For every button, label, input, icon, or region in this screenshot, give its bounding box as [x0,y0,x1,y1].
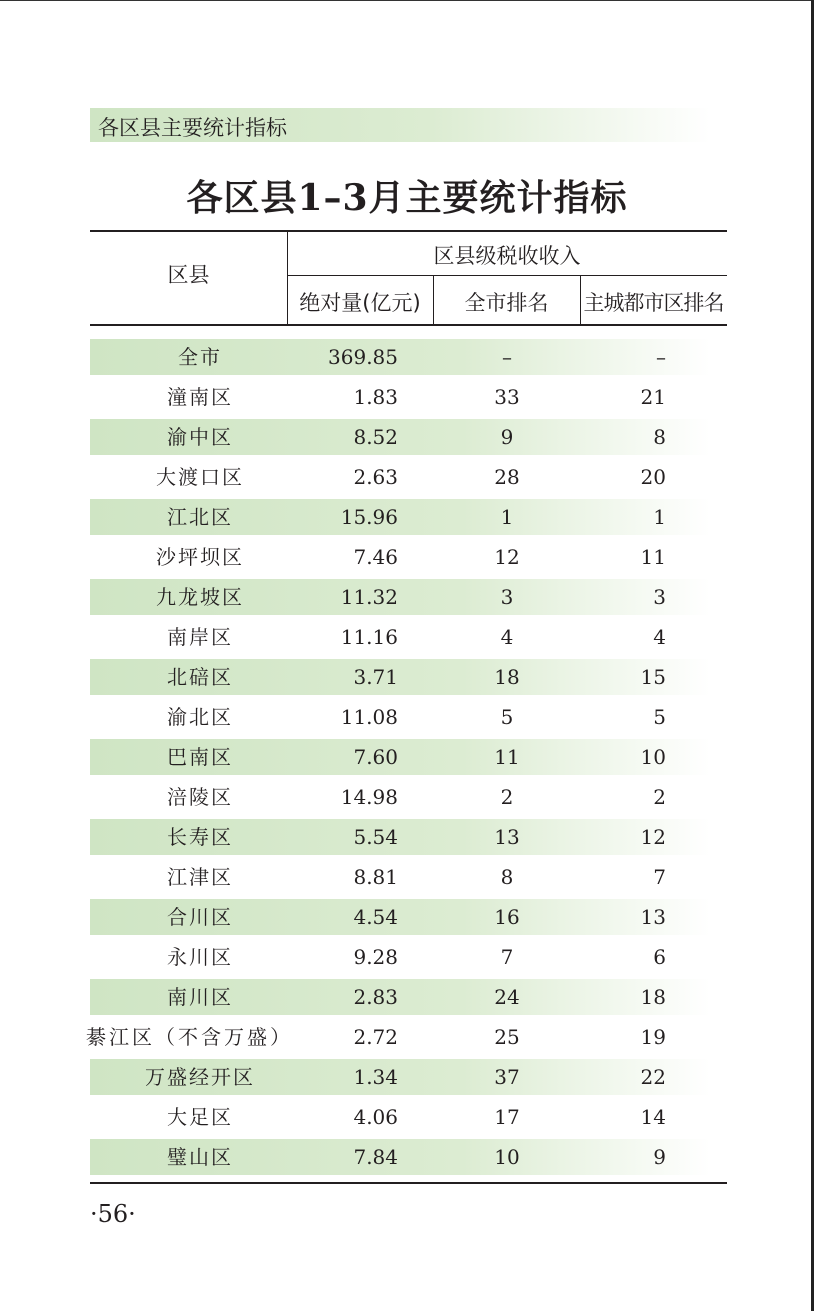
absolute-cell: 2.72 [353,1025,398,1049]
city-rank-cell: 17 [494,1105,520,1129]
city-rank-cell: 33 [494,385,520,409]
main-rank-cell: 5 [653,705,666,729]
city-rank-cell: 12 [494,545,520,569]
table-row [90,1097,710,1137]
table-row [90,899,710,935]
main-rank-cell: 7 [653,865,666,889]
city-rank-cell: 4 [500,625,514,649]
main-rank-cell: 14 [640,1105,666,1129]
city-rank-cell: 3 [500,585,514,609]
district-cell: 万盛经开区 [145,1065,255,1089]
absolute-cell: 2.83 [353,985,398,1009]
district-cell: 北碚区 [167,665,233,689]
header-city-rank: 全市排名 [464,291,549,315]
city-rank-cell: 18 [494,665,520,689]
absolute-cell: 7.60 [353,745,398,769]
header-mid-rule [287,275,727,276]
table-row [90,1059,710,1095]
district-cell: 巴南区 [167,745,233,769]
header-district: 区县 [167,263,210,287]
absolute-cell: 11.16 [340,625,398,649]
city-rank-cell: 2 [500,785,514,809]
city-rank-cell: 13 [494,825,520,849]
table-bottom-rule [90,1182,727,1184]
main-rank-cell: 3 [653,585,666,609]
main-rank-cell: 8 [653,425,666,449]
main-rank-cell: 9 [653,1145,666,1169]
district-cell: 永川区 [167,945,233,969]
page-border-top [0,0,814,1]
main-rank-cell: 15 [640,665,666,689]
district-cell: 全市 [178,345,222,369]
city-rank-cell: 9 [500,425,514,449]
district-cell: 渝中区 [167,425,233,449]
table-row [90,499,710,535]
table-row [90,937,710,977]
table-row [90,659,710,695]
main-rank-cell: 2 [653,785,666,809]
header-main-rank: 主城都市区排名 [583,291,724,315]
district-cell: 大渡口区 [156,465,244,489]
absolute-cell: 14.98 [340,785,398,809]
district-cell: 南岸区 [167,625,233,649]
header-tax-group: 区县级税收收入 [433,244,581,268]
table-top-rule [90,230,727,232]
city-rank-cell: 11 [494,745,520,769]
district-cell: 南川区 [167,985,233,1009]
main-rank-cell: 20 [640,465,666,489]
main-rank-cell: 1 [653,505,666,529]
district-cell: 大足区 [167,1105,233,1129]
city-rank-cell: 7 [500,945,514,969]
table-row [90,579,710,615]
table-row [86,1017,710,1057]
district-cell: 长寿区 [167,825,233,849]
page-title: 各区县1–3月主要统计指标 [186,177,628,219]
absolute-cell: 5.54 [353,825,398,849]
district-cell: 九龙坡区 [156,585,244,609]
main-rank-cell: 11 [640,545,666,569]
district-cell: 江津区 [167,865,233,889]
city-rank-cell: – [502,345,512,369]
city-rank-cell: 25 [494,1025,520,1049]
district-cell: 潼南区 [167,385,233,409]
table-row [90,617,710,657]
absolute-cell: 9.28 [353,945,398,969]
table-row [90,537,710,577]
table-row [90,457,710,497]
table-body [86,337,710,1177]
main-rank-cell: 6 [653,945,666,969]
absolute-cell: 8.52 [353,425,398,449]
main-rank-cell: 4 [653,625,666,649]
page-number: ·56· [90,1200,136,1228]
absolute-cell: 7.84 [353,1145,398,1169]
table-row [90,739,710,775]
table-row [90,819,710,855]
city-rank-cell: 16 [494,905,520,929]
table-row [90,377,710,417]
city-rank-cell: 37 [494,1065,520,1089]
main-rank-cell: 18 [640,985,666,1009]
table-row [90,857,710,897]
district-cell: 沙坪坝区 [156,545,244,569]
absolute-cell: 1.34 [353,1065,398,1089]
district-cell: 渝北区 [167,705,233,729]
city-rank-cell: 1 [500,505,514,529]
district-cell: 綦江区（不含万盛） [86,1025,293,1049]
city-rank-cell: 5 [500,705,514,729]
district-cell: 璧山区 [167,1145,233,1169]
absolute-cell: 15.96 [340,505,398,529]
main-rank-cell: 12 [640,825,666,849]
absolute-cell: 4.06 [353,1105,398,1129]
absolute-cell: 369.85 [328,345,398,369]
main-rank-cell: 13 [640,905,666,929]
header-absolute: 绝对量(亿元) [299,291,421,315]
table-row [90,339,710,375]
city-rank-cell: 24 [494,985,520,1009]
city-rank-cell: 28 [494,465,520,489]
district-cell: 江北区 [167,505,233,529]
city-rank-cell: 8 [500,865,514,889]
main-rank-cell: 21 [640,385,666,409]
absolute-cell: 8.81 [353,865,398,889]
absolute-cell: 4.54 [353,905,398,929]
main-rank-cell: 22 [640,1065,666,1089]
absolute-cell: 11.08 [340,705,398,729]
absolute-cell: 2.63 [353,465,398,489]
section-header-banner [90,108,710,142]
district-cell: 合川区 [167,905,233,929]
absolute-cell: 3.71 [353,665,398,689]
absolute-cell: 11.32 [340,585,398,609]
absolute-cell: 7.46 [353,545,398,569]
header-bottom-rule [90,324,727,326]
table-row [90,1139,710,1175]
city-rank-cell: 10 [494,1145,520,1169]
main-rank-cell: 19 [640,1025,666,1049]
table-row [90,419,710,455]
section-header-text: 各区县主要统计指标 [98,116,287,140]
district-cell: 涪陵区 [167,785,233,809]
main-rank-cell: 10 [640,745,666,769]
table-row [90,979,710,1015]
absolute-cell: 1.83 [353,385,398,409]
table-row [90,777,710,817]
table-row [90,697,710,737]
main-rank-cell: – [656,345,666,369]
